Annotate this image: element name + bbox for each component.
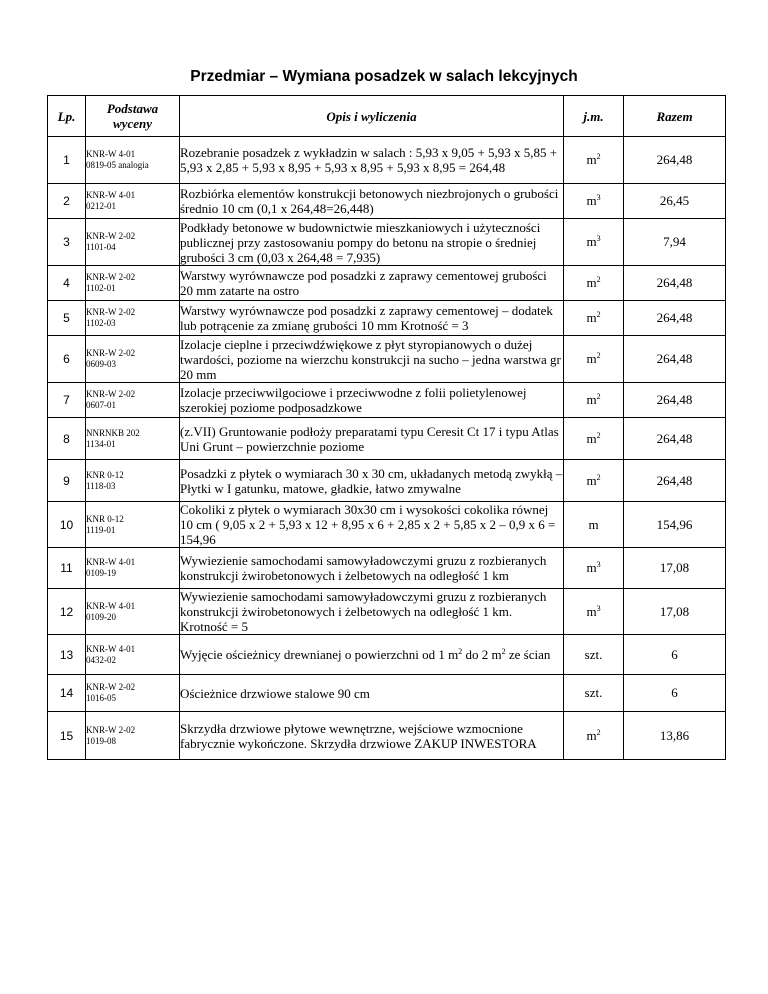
row-description: Posadzki z płytek o wymiarach 30 x 30 cm, układanych metodą zwykłą – Płytki w I gatunku, matowe, gładkie, łatwo zmywalne [180,460,564,502]
row-number: 8 [48,418,86,460]
basis-line: 1016-05 [86,693,116,703]
row-total: 264,48 [624,301,726,336]
table-row [48,301,726,336]
unit-text: szt. [584,685,603,700]
unit-text: m [586,152,597,167]
basis-line: KNR-W 2-02 [86,307,136,317]
unit-exponent: 2 [596,152,601,161]
row-total: 7,94 [624,219,726,266]
basis-line: 1101-04 [86,242,116,252]
row-unit [564,502,624,548]
basis-line: 0109-19 [86,568,116,578]
header-description: Opis i wyliczenia [180,96,564,137]
table-row [48,336,726,383]
unit-text: m [586,392,597,407]
basis-line: 0432-02 [86,654,116,665]
unit-text: m [586,234,597,249]
bill-of-quantities-table [47,95,726,760]
row-total: 6 [624,635,726,675]
basis-line: KNR-W 2-02 [86,724,136,735]
basis-line: KNR-W 2-02 [86,682,136,692]
row-unit [564,589,624,635]
row-description: Wywiezienie samochodami samowyładowczymi gruzu z rozbieranych konstrukcji żwirobetonowych i żelbetowych na odległość 1 km. Krotność = 5 [180,589,564,635]
basis-line: KNR 0-12 [86,469,124,480]
description-text: Wyjęcie ościeżnicy drewnianej o powierzchni od 1 m [180,647,459,662]
row-number: 10 [48,502,86,548]
row-basis [86,712,180,760]
table-row [48,184,726,219]
table-row [48,219,726,266]
table-row [48,137,726,184]
row-description: Izolacje cieplne i przeciwdźwiękowe z płyt styropianowych o dużej twardości, poziome na wierzchu konstrukcji na sucho – jedna warstwa gr 20 mm [180,336,564,383]
row-total: 264,48 [624,137,726,184]
basis-line: KNR-W 4-01 [86,557,136,567]
description-text: do 2 m [462,647,502,662]
row-number: 2 [48,184,86,219]
row-basis [86,548,180,589]
table-row [48,589,726,635]
header-lp: Lp. [48,96,86,137]
unit-text: m [588,516,599,532]
basis-line: KNR-W 2-02 [86,231,136,241]
basis-line: 0819-05 analogia [86,160,149,170]
row-total: 17,08 [624,548,726,589]
row-unit [564,548,624,589]
basis-line: KNR-W 2-02 [86,389,136,399]
table-row [48,266,726,301]
row-description [180,635,564,675]
basis-line: KNR-W 4-01 [86,600,136,611]
row-number: 7 [48,383,86,418]
basis-line: KNR-W 2-02 [86,272,136,282]
table-row [48,548,726,589]
header-total: Razem [624,96,726,137]
row-unit [564,460,624,502]
basis-line: 1134-01 [86,438,116,449]
row-description: Podkłady betonowe w budownictwie mieszkaniowych i użyteczności publicznej przy zastosowaniu pompy do betonu na stropie o średniej grubości 3 cm (0,03 x 264,48 = 7,935) [180,219,564,266]
basis-line: KNR-W 4-01 [86,190,136,200]
unit-exponent: 2 [596,392,601,401]
row-number: 6 [48,336,86,383]
row-description: Izolacje przeciwwilgociowe i przeciwwodne z folii polietylenowej szerokiej poziome podposadzkowe [180,383,564,418]
unit-text: m [586,193,597,208]
row-basis [86,301,180,336]
row-number: 9 [48,460,86,502]
basis-line: 1102-03 [86,318,116,328]
unit-exponent: 2 [596,310,601,319]
basis-line: 0212-01 [86,201,116,211]
row-number: 14 [48,675,86,712]
row-total: 154,96 [624,502,726,548]
row-total: 264,48 [624,266,726,301]
unit-text: m [586,603,597,619]
header-basis: Podstawa wyceny [86,96,180,137]
row-total: 264,48 [624,460,726,502]
table-header-row [48,96,726,137]
row-number: 13 [48,635,86,675]
basis-line: KNR-W 4-01 [86,643,136,654]
row-description: Wywiezienie samochodami samowyładowczymi gruzu z rozbieranych konstrukcji żwirobetonowych i żelbetowych na odległość 1 km [180,548,564,589]
unit-exponent: 2 [596,275,601,284]
unit-exponent: 3 [596,234,601,243]
row-unit [564,184,624,219]
table-row [48,635,726,675]
table-row [48,675,726,712]
unit-exponent: 3 [596,193,601,202]
table-row [48,460,726,502]
row-unit [564,418,624,460]
row-total: 6 [624,675,726,712]
unit-text: m [586,472,597,488]
row-number: 5 [48,301,86,336]
basis-line: 1119-01 [86,524,116,535]
row-number: 3 [48,219,86,266]
row-total: 264,48 [624,383,726,418]
row-unit [564,219,624,266]
row-description: Cokoliki z płytek o wymiarach 30x30 cm i wysokości cokolika równej 10 cm ( 9,05 x 2 + 5,93 x 12 + 8,95 x 6 + 2,85 x 2 + 5,85 x 2 – 0,9 x 6 = 154,96 [180,502,564,548]
basis-line: NNRNKB 202 [86,427,140,438]
row-description: Ościeżnice drzwiowe stalowe 90 cm [180,675,564,712]
description-text: ze ścian [505,647,551,662]
row-description: (z.VII) Gruntowanie podłoży preparatami typu Ceresit Ct 17 i typu Atlas Uni Grunt – powierzchnie poziome [180,418,564,460]
basis-line: 1118-03 [86,480,116,491]
row-total: 264,48 [624,336,726,383]
row-basis [86,502,180,548]
table-row [48,418,726,460]
row-unit [564,266,624,301]
row-number: 4 [48,266,86,301]
row-basis [86,336,180,383]
row-basis [86,383,180,418]
unit-text: m [586,727,597,743]
unit-text: szt. [584,646,603,662]
unit-text: m [586,351,597,366]
row-description: Warstwy wyrównawcze pod posadzki z zaprawy cementowej grubości 20 mm zatarte na ostro [180,266,564,301]
unit-exponent: 2 [596,472,601,482]
basis-line: 0109-20 [86,611,116,622]
row-unit [564,635,624,675]
row-basis [86,635,180,675]
unit-text: m [586,430,597,446]
unit-exponent: 3 [596,560,601,569]
row-description: Rozebranie posadzek z wykładzin w salach : 5,93 x 9,05 + 5,93 x 5,85 + 5,93 x 2,85 + 5,93 x 8,95 + 5,93 x 8,95 + 5,93 x 8,95 = 264,48 [180,137,564,184]
row-basis [86,418,180,460]
header-unit: j.m. [564,96,624,137]
unit-text: m [586,310,597,325]
row-number: 1 [48,137,86,184]
row-total: 17,08 [624,589,726,635]
basis-line: KNR-W 4-01 [86,149,136,159]
basis-line: 1102-01 [86,283,116,293]
row-description: Warstwy wyrównawcze pod posadzki z zaprawy cementowej – dodatek lub potrącenie za zmianę grubości 10 mm Krotność = 3 [180,301,564,336]
table-row [48,502,726,548]
basis-line: KNR 0-12 [86,513,124,524]
superscript: 2 [458,647,463,656]
row-total: 13,86 [624,712,726,760]
unit-exponent: 2 [596,430,601,440]
basis-line: 0609-03 [86,359,116,369]
unit-text: m [586,560,597,575]
row-number: 12 [48,589,86,635]
basis-line: 1019-08 [86,735,116,746]
row-basis [86,184,180,219]
superscript: 2 [501,647,506,656]
row-number: 11 [48,548,86,589]
row-basis [86,589,180,635]
unit-exponent: 2 [596,727,601,737]
basis-line: KNR-W 2-02 [86,348,136,358]
row-basis [86,675,180,712]
row-description: Skrzydła drzwiowe płytowe wewnętrzne, wejściowe wzmocnione fabrycznie wykończone. Skrzydła drzwiowe ZAKUP INWESTORA [180,712,564,760]
row-basis [86,460,180,502]
row-total: 264,48 [624,418,726,460]
row-unit [564,137,624,184]
document-title: Przedmiar – Wymiana posadzek w salach lekcyjnych [190,68,578,85]
row-description: Rozbiórka elementów konstrukcji betonowych niezbrojonych o grubości średnio 10 cm (0,1 x 264,48=26,448) [180,184,564,219]
row-unit [564,712,624,760]
unit-exponent: 2 [596,351,601,360]
row-unit [564,336,624,383]
table-row [48,383,726,418]
row-basis [86,266,180,301]
basis-line: 0607-01 [86,400,116,410]
row-total: 26,45 [624,184,726,219]
table-row [48,712,726,760]
row-basis [86,137,180,184]
row-unit [564,301,624,336]
row-basis [86,219,180,266]
unit-text: m [586,275,597,290]
row-unit [564,383,624,418]
unit-exponent: 3 [596,603,601,613]
row-number: 15 [48,712,86,760]
row-unit [564,675,624,712]
